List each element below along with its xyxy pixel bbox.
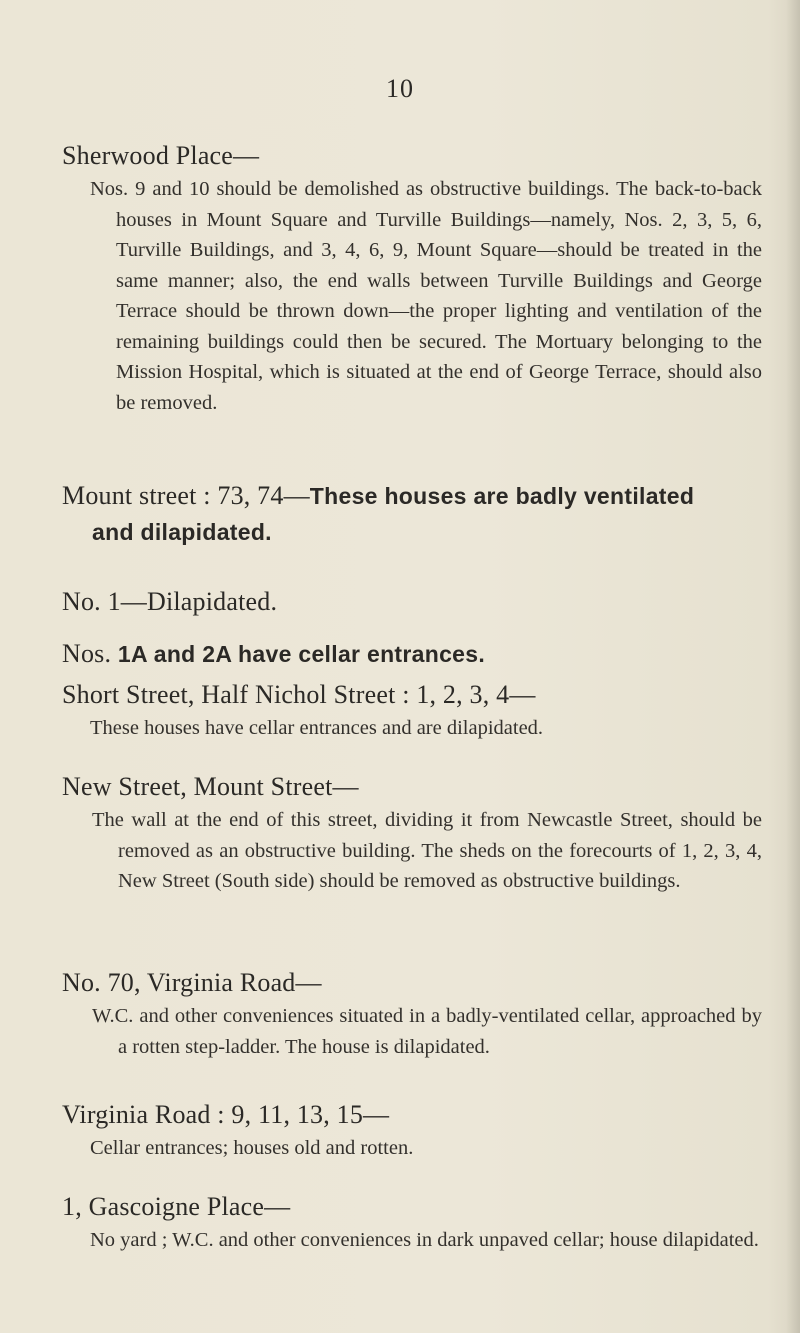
entry-gascoigne-place xyxy=(62,1189,762,1256)
entry-heading: No. 70, Virginia Road— xyxy=(62,968,322,997)
entry-body: These houses have cellar entrances and are dilapidated. xyxy=(90,717,544,739)
page-edge-shadow xyxy=(786,0,800,1333)
entry-heading-continuation: and dilapidated. xyxy=(92,519,272,545)
entry-new-street xyxy=(62,769,762,897)
entry-mount-street xyxy=(62,478,762,550)
entry-body: Cellar entrances; houses old and rotten. xyxy=(90,1137,414,1159)
entry-heading: Virginia Road : 9, 11, 13, 15— xyxy=(62,1100,390,1129)
entry-nos-1a-2a xyxy=(62,636,762,672)
entry-heading: Sherwood Place— xyxy=(62,141,260,170)
entry-heading xyxy=(62,478,762,550)
entry-heading: Short Street, Half Nichol Street : 1, 2, 3, 4— xyxy=(62,680,536,709)
entry-heading xyxy=(62,636,762,672)
entry-heading: No. 1—Dilapidated. xyxy=(62,587,278,616)
entry-heading-prefix: Nos. xyxy=(62,639,118,668)
entry-body: The wall at the end of this street, dividing it from Newcastle Street, should be removed as an obstructive building. The sheds on the forecourts of 1, 2, 3, 4, New Street (South side) should be removed as obstructive buildings. xyxy=(92,809,762,892)
entry-body: Nos. 9 and 10 should be demolished as obstructive buildings. The back-to-back houses in Mount Square and Turville Buildings—namely, Nos. 2, 3, 5, 6, Turville Buildings, and 3, 4, 6, 9, Mount Square—should be treated in the same manner; also, the end walls between Turville Buildings and George Terrace should be thrown down—the proper lighting and ventilation of the remaining buildings could then be secured. The Mortuary belonging to the Mission Hospital, which is situated at the end of George Terrace, should also be removed. xyxy=(90,178,762,414)
entry-heading: New Street, Mount Street— xyxy=(62,772,359,801)
entry-no-70-virginia-road xyxy=(62,965,762,1062)
entry-body: No yard ; W.C. and other conveniences in dark unpaved cellar; house dilapidated. xyxy=(90,1229,759,1251)
entry-no-1 xyxy=(62,584,762,620)
entry-short-street xyxy=(62,677,762,744)
entry-virginia-road xyxy=(62,1097,762,1164)
entry-heading-emphasis: 1A and 2A have cellar entrances. xyxy=(117,641,486,667)
page-number: 10 xyxy=(386,74,414,103)
entry-heading: 1, Gascoigne Place— xyxy=(62,1192,291,1221)
entry-heading-prefix: Mount street : 73, 74— xyxy=(62,481,310,510)
entry-body: W.C. and other conveniences situated in a badly-ventilated cellar, approached by a rotten step-ladder. The house is dilapidated. xyxy=(92,1005,762,1058)
entry-sherwood-place xyxy=(62,138,762,418)
entry-heading-emphasis: These houses are badly ventilated xyxy=(309,483,695,509)
